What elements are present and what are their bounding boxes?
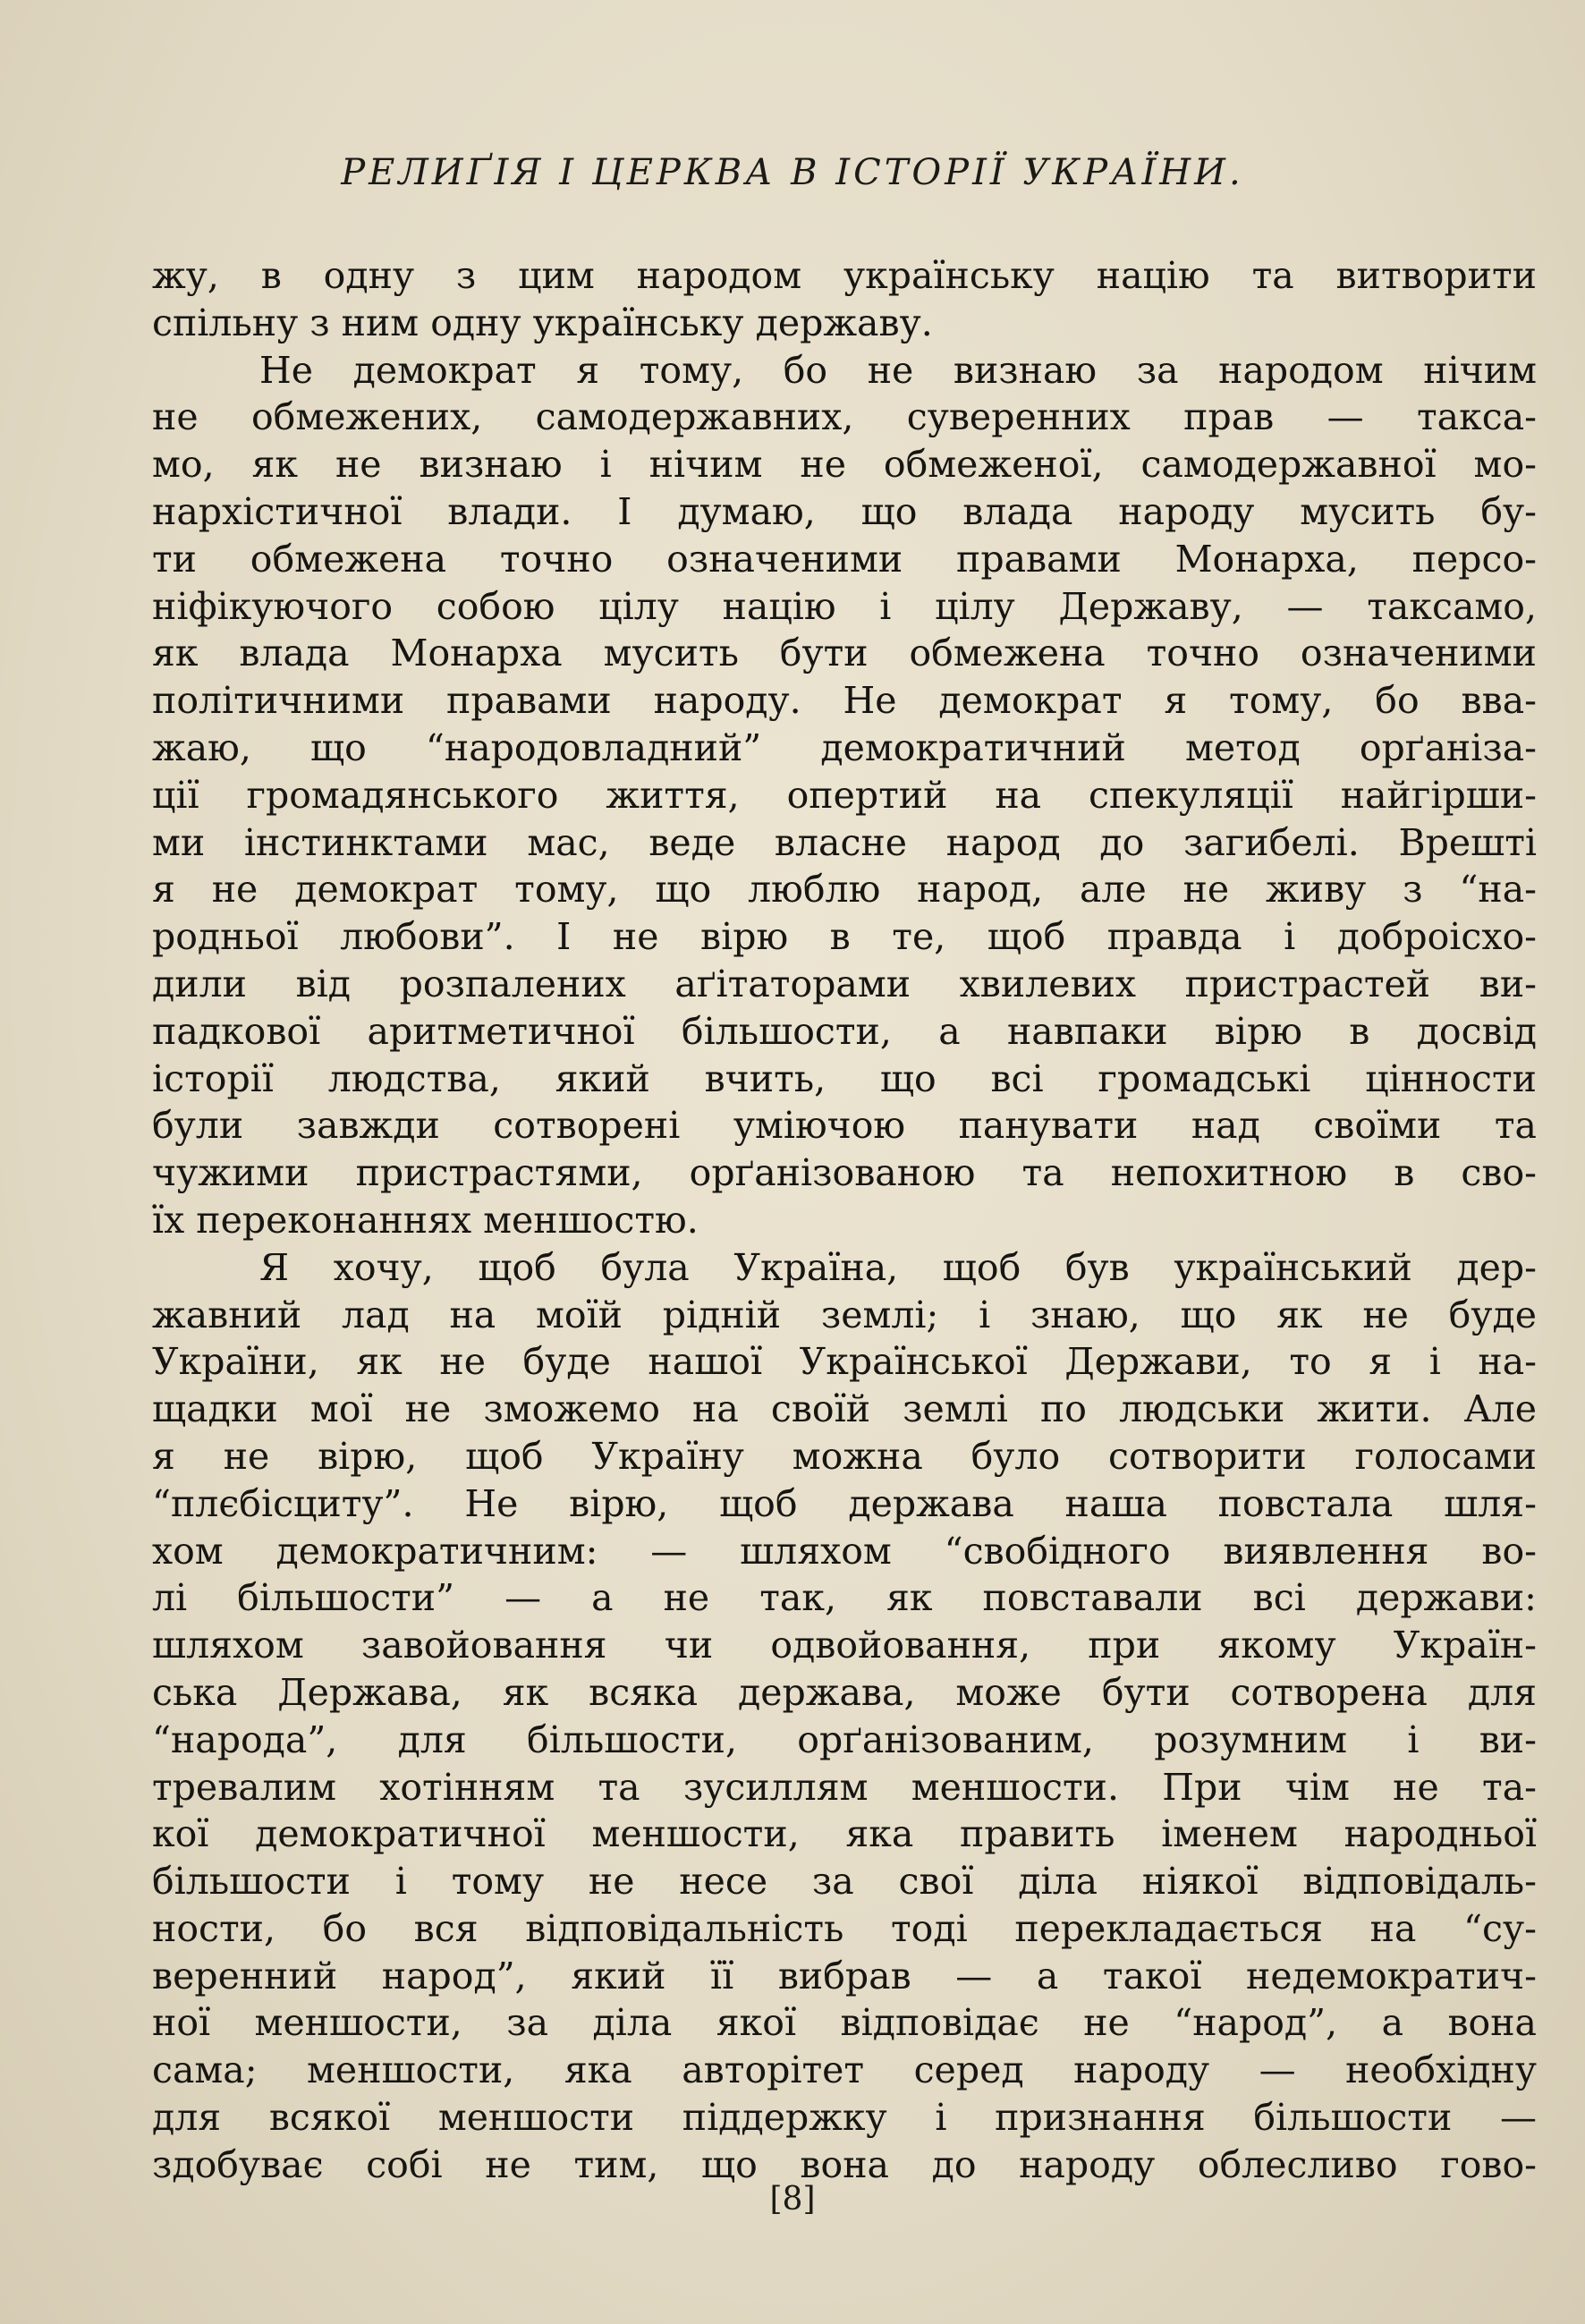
text-line: спільну з ним одну українську державу.	[152, 301, 933, 344]
text-line: були завжди сотворені уміючою панувати над своїми та	[152, 1104, 1537, 1148]
text-line: я не демократ тому, що люблю народ, але не живу з “на-	[152, 868, 1537, 912]
text-line: “народа”, для більшости, орґанізованим, розумним і ви-	[152, 1718, 1537, 1761]
text-line: жаю, що “народовладний” демократичний метод орґаніза-	[152, 725, 1537, 769]
text-line: ції громадянського життя, опертий на спекуляції найгірши-	[152, 773, 1537, 817]
text-line: веренний народ”, який її вибрав — а такої недемократич-	[152, 1954, 1537, 1997]
text-line: їх переконаннях меншостю.	[152, 1198, 699, 1242]
text-line: шляхом завойовання чи одвойовання, при якому Україн-	[152, 1624, 1537, 1667]
text-line: сама; меншости, яка авторітет серед народу — необхідну	[152, 2048, 1537, 2092]
text-line: ти обмежена точно означеними правами Монарха, персо-	[152, 537, 1537, 581]
text-line: мо, як не визнаю і нічим не обмеженої, самодержавної мо-	[152, 443, 1537, 487]
text-line: жавний лад на моїй рідній землі; і знаю, що як не буде	[152, 1293, 1537, 1336]
text-line: дили від розпалених аґітаторами хвилевих пристрастей ви-	[152, 962, 1537, 1005]
text-line: історії людства, який вчить, що всі громадські цінности	[152, 1056, 1537, 1100]
text-line: падкової аритметичної більшости, а навпаки вірю в досвід	[152, 1009, 1537, 1053]
text-line: чужими пристрастями, орґанізованою та непохитною в сво-	[152, 1151, 1537, 1195]
text-line: ности, бо вся відповідальність тоді перекладається на “су-	[152, 1906, 1537, 1950]
text-line: Не демократ я тому, бо не визнаю за народом нічим	[259, 348, 1537, 392]
page-number: [8]	[769, 2181, 816, 2218]
running-head: РЕЛИҐІЯ І ЦЕРКВА В ІСТОРІЇ УКРАЇНИ.	[341, 152, 1244, 193]
text-line: кої демократичної меншости, яка править іменем народньої	[152, 1812, 1537, 1856]
text-line: для всякої меншости піддержку і признання більшости —	[152, 2096, 1537, 2140]
text-line: не обмежених, самодержавних, суверенних прав — такса-	[152, 395, 1537, 439]
text-line: ної меншости, за діла якої відповідає не “народ”, а вона	[152, 2001, 1537, 2045]
text-line: як влада Монарха мусить бути обмежена точно означеними	[152, 632, 1537, 675]
text-line: ніфікуючого собою цілу націю і цілу Державу, — таксамо,	[152, 584, 1537, 628]
text-line: ми інстинктами мас, веде власне народ до загибелі. Врешті	[152, 820, 1537, 864]
text-line: тревалим хотінням та зусиллям меншости. При чім не та-	[152, 1765, 1537, 1809]
text-line: родньої любови”. І не вірю в те, щоб правда і доброісхо-	[152, 915, 1537, 959]
text-line: лі більшости” — а не так, як повставали всі держави:	[152, 1576, 1537, 1620]
text-line: “плєбісциту”. Не вірю, щоб держава наша повстала шля-	[152, 1481, 1537, 1525]
text-line: Я хочу, щоб була Україна, щоб був український дер-	[259, 1245, 1537, 1289]
text-line: хом демократичним: — шляхом “свобідного виявлення во-	[152, 1529, 1537, 1573]
text-line: ська Держава, як всяка держава, може бути сотворена для	[152, 1670, 1537, 1714]
text-line: нархістичної влади. І думаю, що влада народу мусить бу-	[152, 489, 1537, 533]
text-line: я не вірю, щоб Україну можна було сотворити голосами	[152, 1434, 1537, 1478]
text-line: України, як не буде нашої Української Держави, то я і на-	[152, 1340, 1537, 1384]
text-line: щадки мої не зможемо на своїй землі по людськи жити. Але	[152, 1387, 1537, 1431]
text-line: жу, в одну з цим народом українську націю та витворити	[152, 254, 1537, 297]
body-text	[152, 252, 1537, 2189]
text-line: більшости і тому не несе за свої діла ніякої відповідаль-	[152, 1860, 1537, 1904]
text-line: здобуває собі не тим, що вона до народу облесливо гово-	[152, 2142, 1537, 2186]
text-line: політичними правами народу. Не демократ я тому, бо вва-	[152, 679, 1537, 723]
